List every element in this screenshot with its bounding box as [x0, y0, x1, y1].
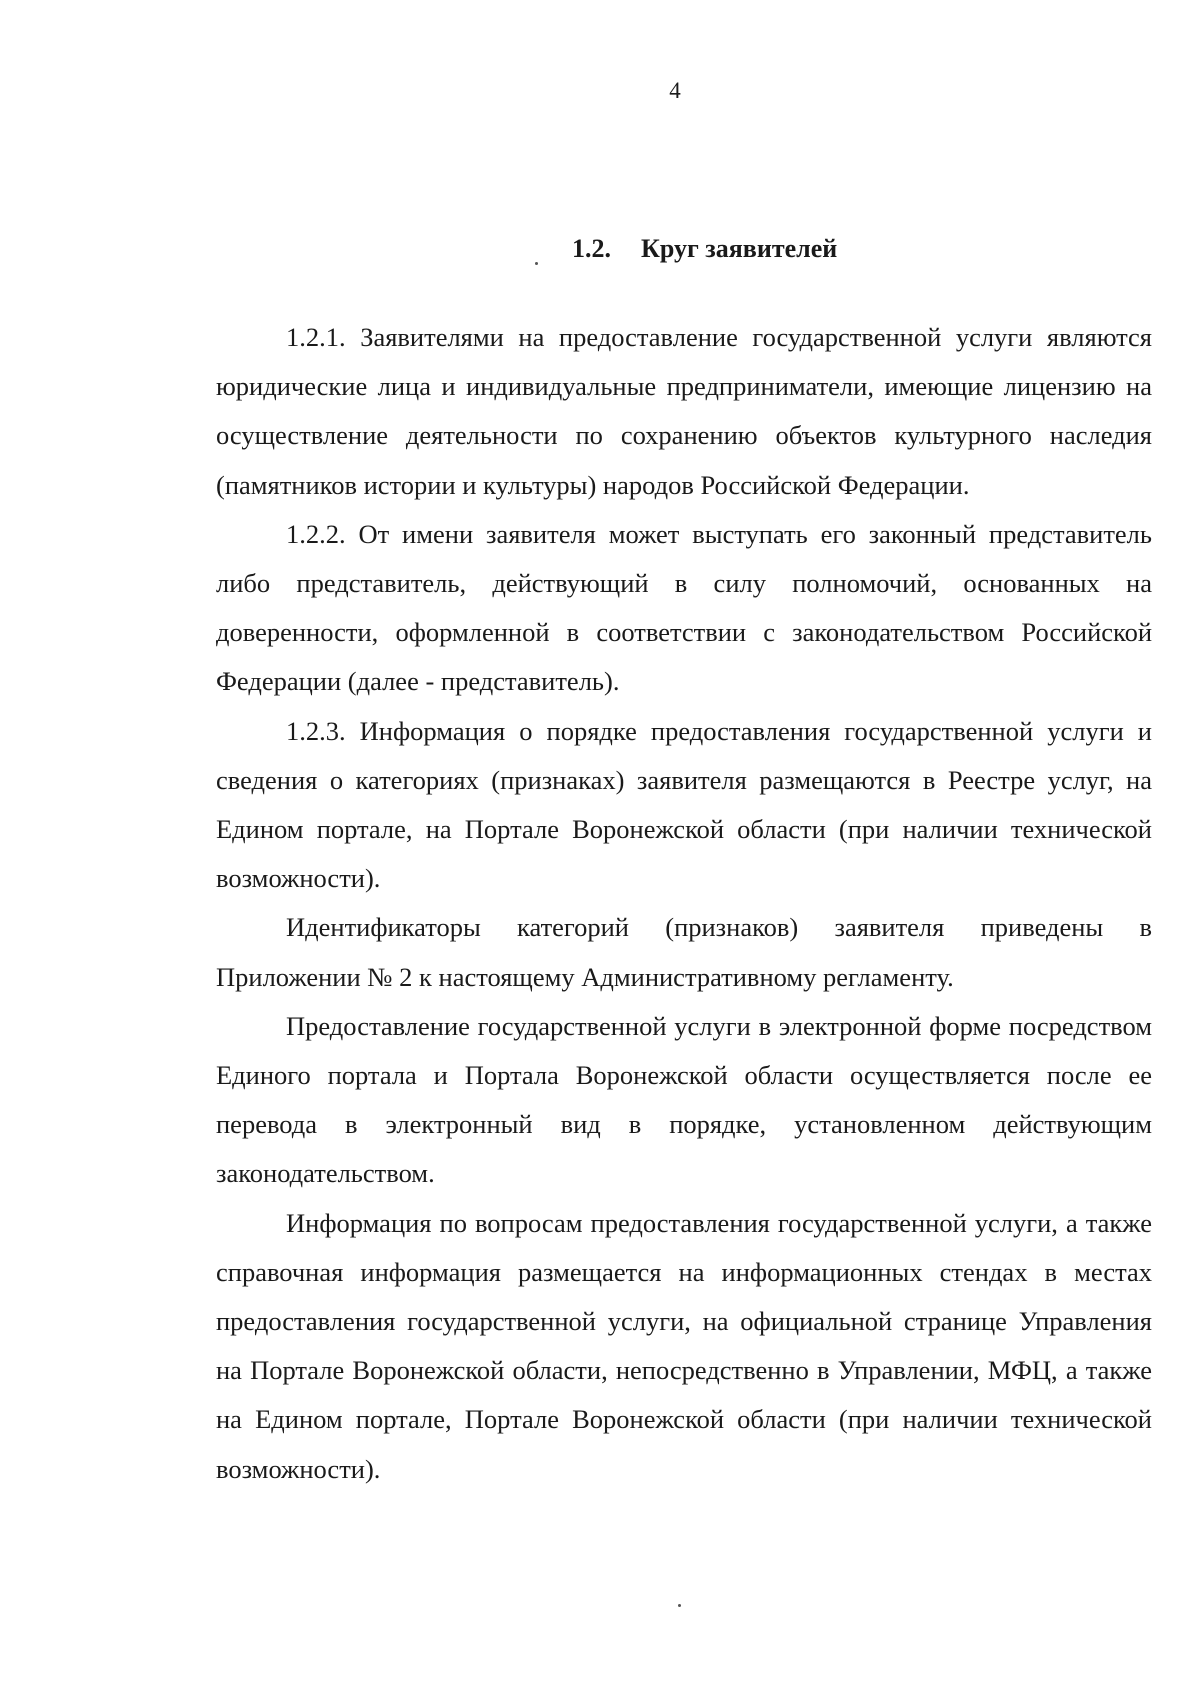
body-text: [216, 313, 1152, 1494]
page-number: 4: [669, 78, 681, 103]
paragraph-identifiers: Идентификаторы категорий (признаков) заявителя приведены в Приложении № 2 к настоящему Административному регламенту.: [216, 912, 1152, 992]
section-number: 1.2.: [572, 234, 611, 263]
scan-dot-mark: [678, 1604, 681, 1607]
paragraph-1-2-2: 1.2.2. От имени заявителя может выступать его законный представитель либо представитель, действующий в силу полномочий, основанных на доверенности, оформленной в соответствии с законодательством Российской Федерации (далее - представитель).: [216, 518, 1152, 697]
scan-dot-mark: [535, 262, 538, 265]
paragraph-1-2-3: 1.2.3. Информация о порядке предоставления государственной услуги и сведения о категориях (признаках) заявителя размещаются в Реестре услуг, на Едином портале, на Портале Воронежской области (при наличии технической возможности).: [216, 715, 1152, 894]
paragraph-information: Информация по вопросам предоставления государственной услуги, а также справочная информация размещается на информационных стендах в местах предоставления государственной услуги, на официальной странице Управления на Портале Воронежской области, непосредственно в Управлении, МФЦ, а также на Едином портале, Портале Воронежской области (при наличии технической возможности).: [216, 1207, 1152, 1484]
section-heading: [572, 234, 837, 264]
paragraph-1-2-1: 1.2.1. Заявителями на предоставление государственной услуги являются юридические лица и индивидуальные предприниматели, имеющие лицензию на осуществление деятельности по сохранению объектов культурного наследия (памятников истории и культуры) народов Российской Федерации.: [216, 322, 1152, 500]
paragraph-electronic-form: Предоставление государственной услуги в электронной форме посредством Единого портала и Портала Воронежской области осуществляется после ее перевода в электронный вид в порядке, установленном действующим законодательством.: [216, 1010, 1152, 1189]
section-title: Круг заявителей: [641, 234, 838, 263]
